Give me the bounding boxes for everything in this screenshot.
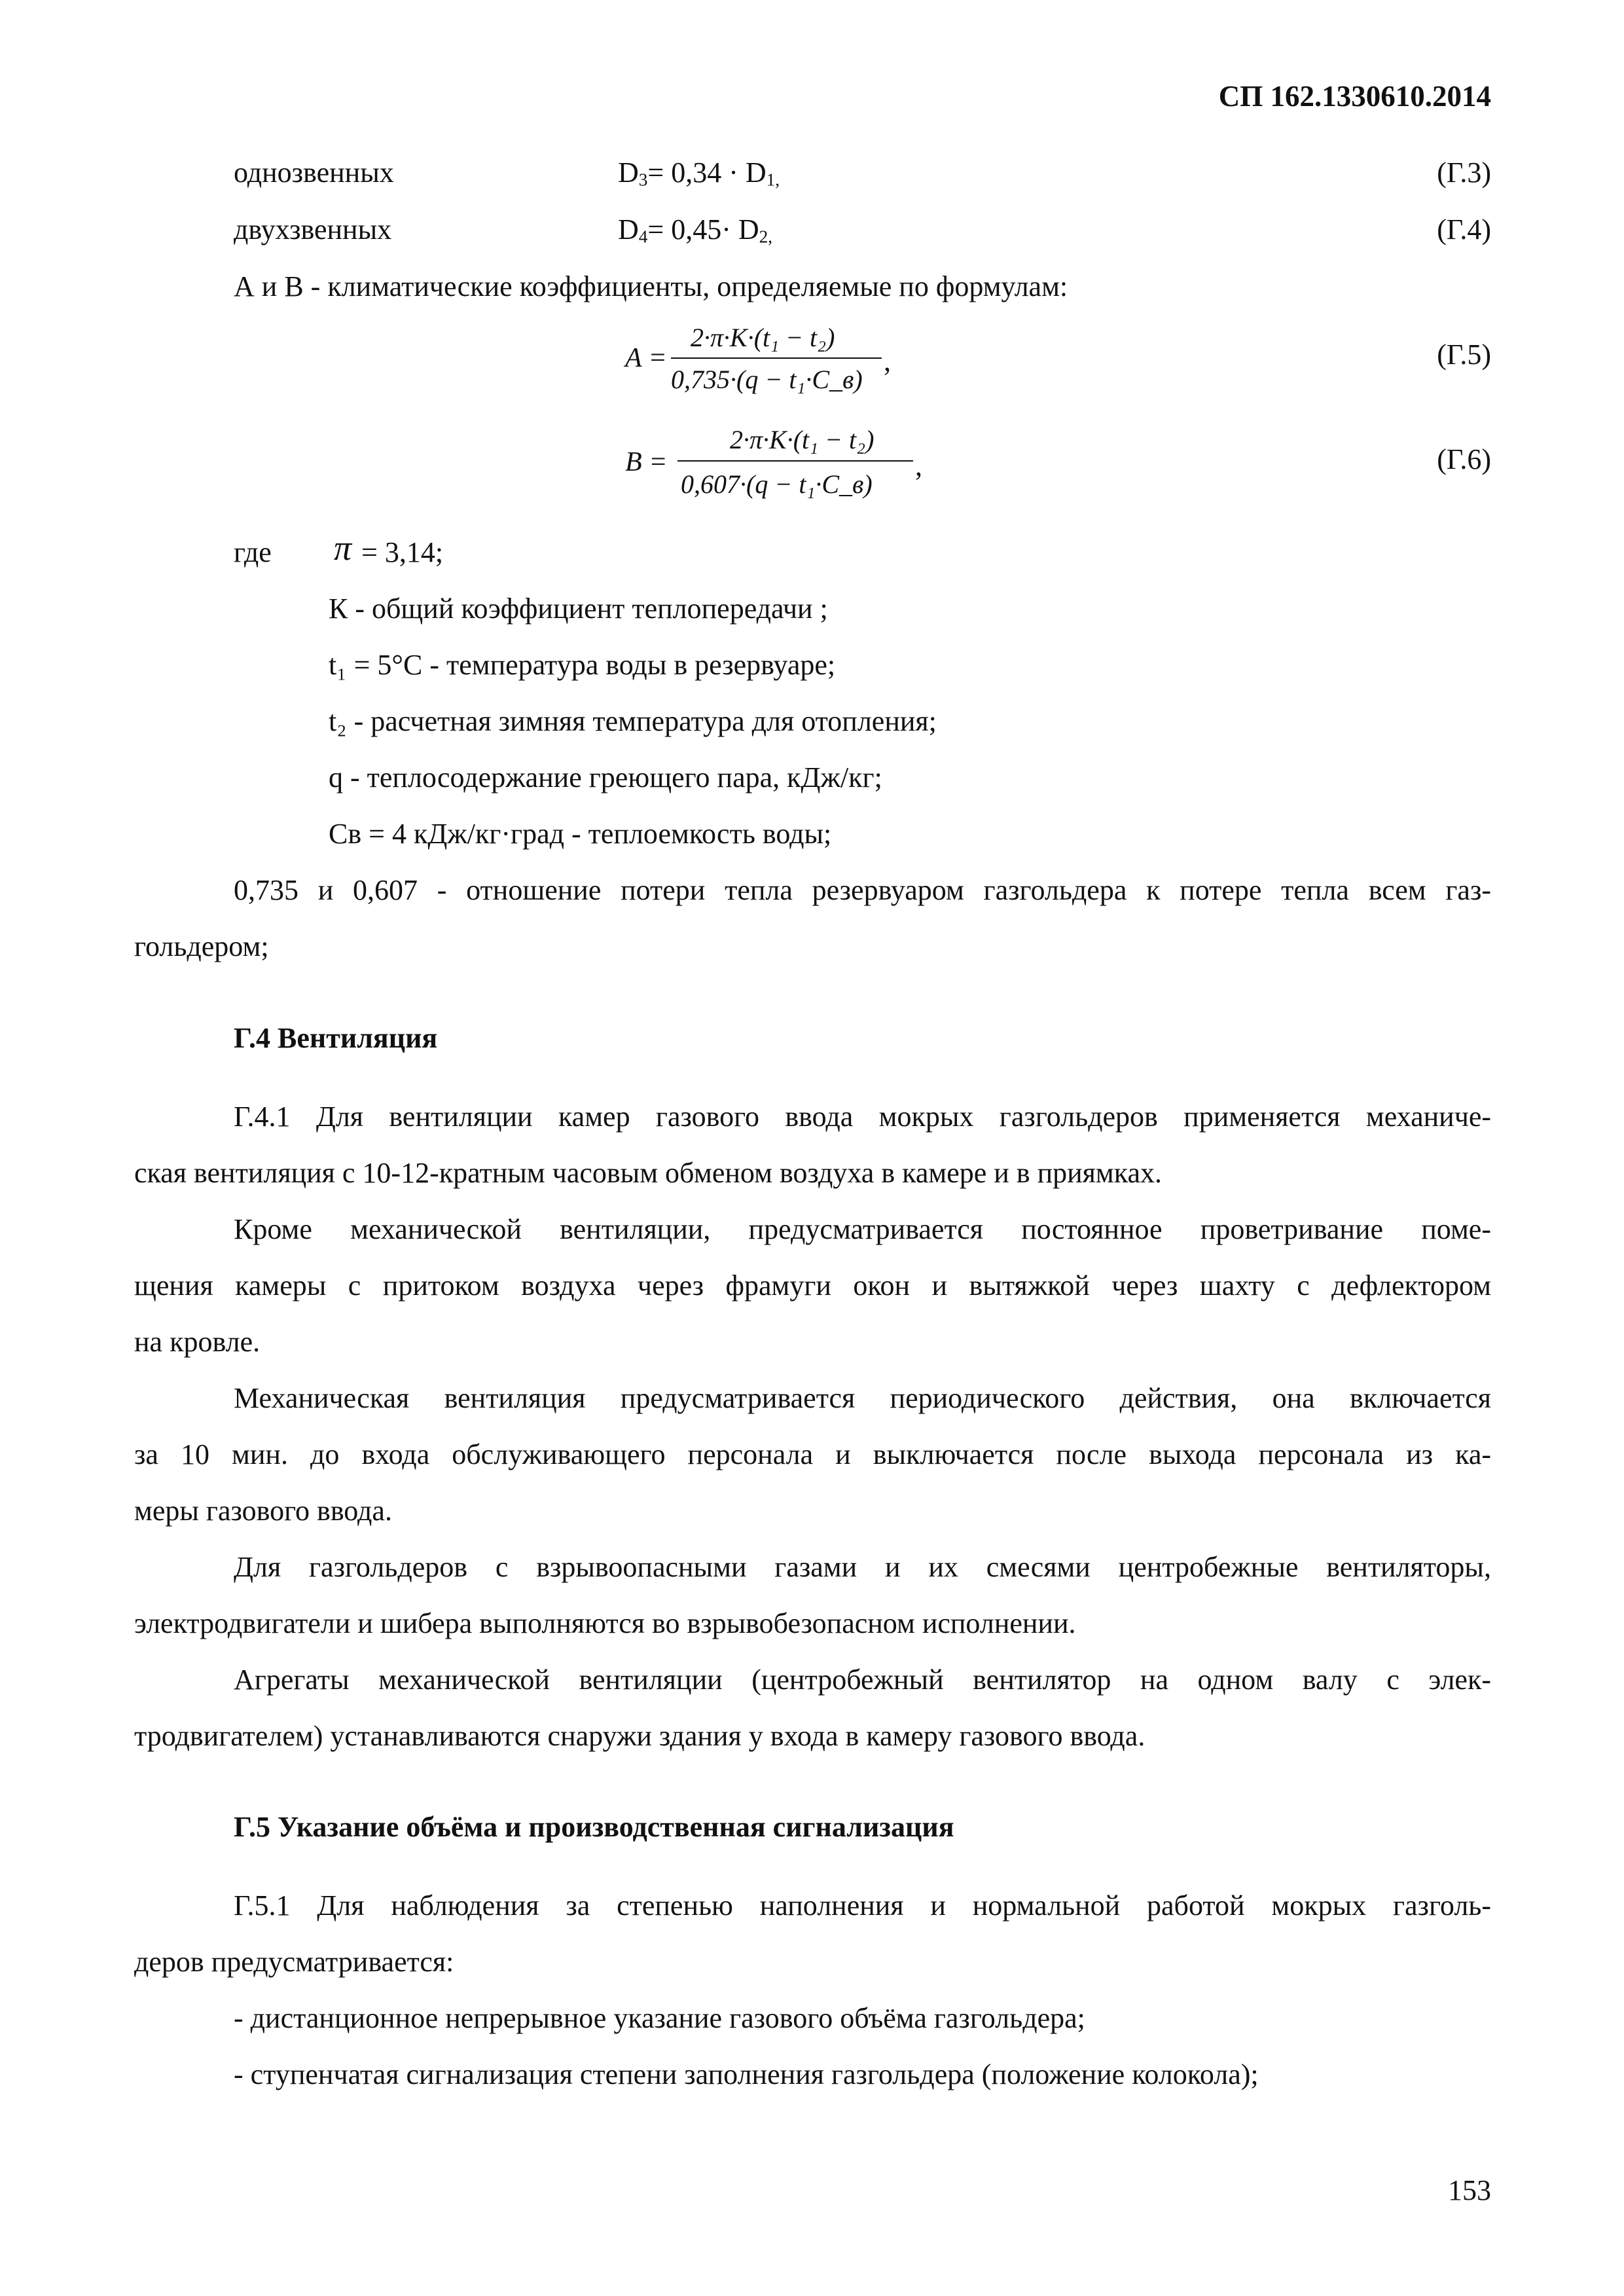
formula-a-lhs: A = [625, 343, 667, 373]
equation-number: (Г.3) [1437, 156, 1491, 189]
formula-b-denominator: 0,607·(q − t₁·C_в) [681, 469, 873, 499]
paragraph-line: Кроме механической вентиляции, предусматривается постоянное проветривание поме- [234, 1213, 1491, 1245]
paragraph-line: тродвигателем) устанавливаются снаружи здания у входа в камеру газового ввода. [134, 1720, 1146, 1752]
formula-label: двухзвенных [234, 213, 392, 246]
paragraph-line: Агрегаты механической вентиляции (центробежный вентилятор на одном валу с элек- [234, 1664, 1491, 1696]
paragraph-line: щения камеры с притоком воздуха через фрамуги окон и вытяжкой через шахту с дефлектором [134, 1269, 1491, 1302]
definition-item: t₁ = 5°С - температура воды в резервуаре; [329, 649, 836, 681]
formula-a-numerator: 2·π·K·(t₁ − t₂) [691, 323, 835, 352]
paragraph-line: меры газового ввода. [134, 1495, 392, 1527]
formula-b-lhs: B = [625, 447, 668, 477]
pi-value: = 3,14; [361, 536, 444, 568]
formula-label: однозвенных [234, 156, 394, 189]
paragraph-line: электродвигатели и шибера выполняются во взрывобезопасном исполнении. [134, 1607, 1076, 1639]
paragraph-line: Г.5.1 Для наблюдения за степенью наполнения и нормальной работой мокрых газголь- [234, 1889, 1491, 1922]
equation-number: (Г.6) [1437, 443, 1491, 475]
paragraph-line: гольдером; [134, 930, 269, 962]
section-heading: Г.5 Указание объёма и производственная сигнализация [234, 1811, 954, 1843]
equation-number: (Г.5) [1437, 338, 1491, 371]
paragraph-line: Г.4.1 Для вентиляции камер газового ввода мокрых газгольдеров применяется механиче- [234, 1101, 1491, 1133]
formula-a-tail: , [884, 345, 891, 377]
coefficients-intro: А и В - климатические коэффициенты, определяемые по формулам: [234, 270, 1068, 302]
paragraph-line: 0,735 и 0,607 - отношение потери тепла резервуаром газгольдера к потере тепла всем газ- [234, 874, 1491, 906]
paragraph-line: Для газгольдеров с взрывоопасными газами и их смесями центробежные вентиляторы, [234, 1551, 1491, 1583]
section-heading: Г.4 Вентиляция [234, 1022, 438, 1054]
page-number: 153 [1448, 2174, 1491, 2206]
formula-expression: $D_4= 0,45\cdot D_{2,}$ [618, 213, 773, 247]
paragraph-line: за 10 мин. до входа обслуживающего персонала и выключается после выхода персонала из ка- [134, 1438, 1491, 1470]
formula-a-denominator: 0,735·(q − t₁·C_в) [671, 365, 863, 394]
document-code: СП 162.1330610.2014 [1218, 80, 1491, 113]
list-item: - дистанционное непрерывное указание газового объёма газгольдера; [234, 2002, 1085, 2034]
definition-item: q - теплосодержание греющего пара, кДж/кг; [329, 761, 882, 793]
formula-expression: $D_3= 0,34 \cdot D_{1,}$ [618, 156, 780, 190]
list-item: - ступенчатая сигнализация степени заполнения газгольдера (положение колокола); [234, 2058, 1259, 2090]
fraction-bar [671, 357, 882, 359]
paragraph-line: ская вентиляция с 10-12-кратным часовым обменом воздуха в камере и в приямках. [134, 1157, 1162, 1189]
equation-number: (Г.4) [1437, 213, 1491, 246]
paragraph-line: деров предусматривается: [134, 1946, 454, 1978]
formula-b-tail: , [915, 450, 922, 482]
where-label: где [234, 536, 272, 568]
pi-symbol: π [334, 528, 352, 568]
paragraph-line: Механическая вентиляция предусматривается периодического действия, она включается [234, 1382, 1491, 1414]
paragraph-line: на кровле. [134, 1326, 261, 1358]
definition-item: К - общий коэффициент теплопередачи ; [329, 592, 828, 625]
fraction-bar [677, 460, 913, 462]
formula-b-numerator: 2·π·K·(t₁ − t₂) [730, 425, 875, 454]
definition-item: t₂ - расчетная зимняя температура для отопления; [329, 705, 937, 737]
definition-item: Св = 4 кДж/кг·град - теплоемкость воды; [329, 818, 832, 850]
